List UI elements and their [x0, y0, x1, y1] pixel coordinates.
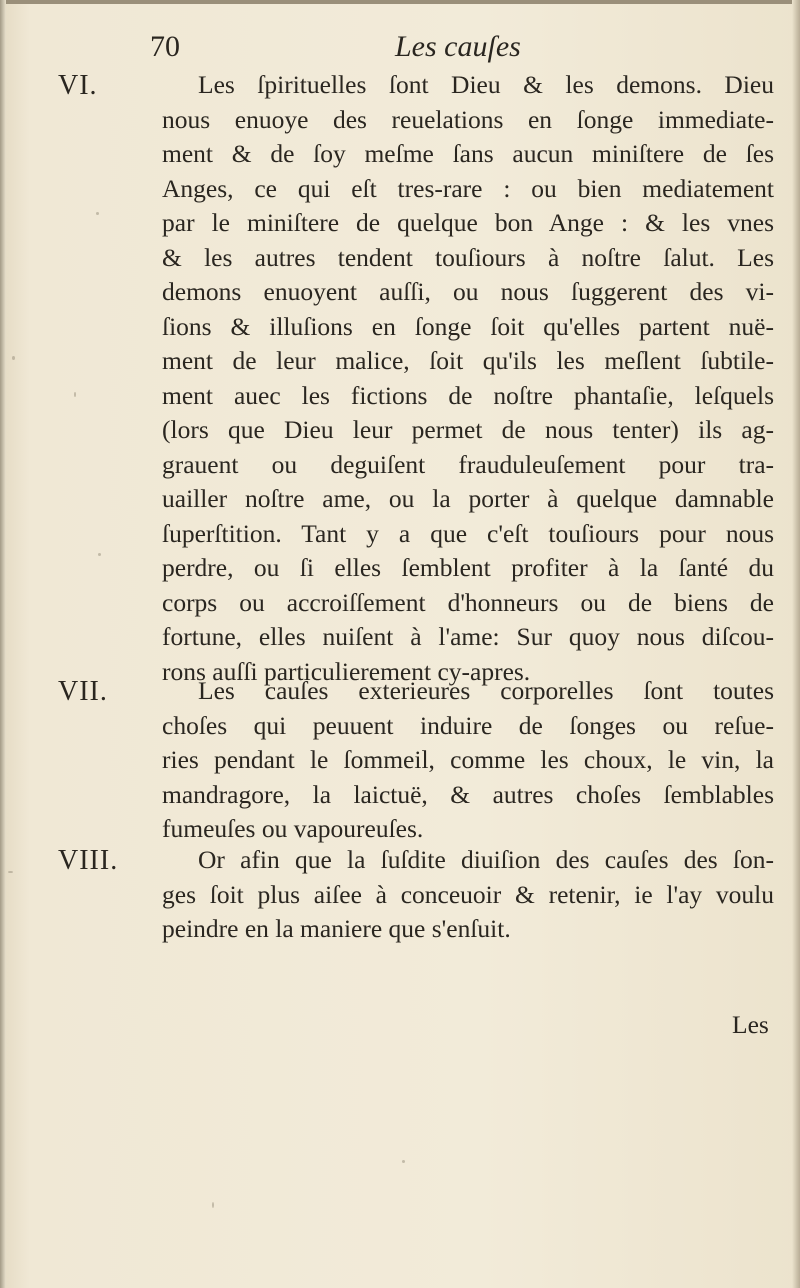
paper-speck	[98, 553, 101, 556]
text-line: Les cauſes exterieures corporelles ſont toutes	[198, 676, 774, 705]
text-line: ſions & illuſions en ſonge ſoit qu'elles partent nuë-	[162, 311, 774, 341]
text-line: ment de leur malice, ſoit qu'ils les meſlent ſubtile-	[162, 346, 774, 375]
text-line: demons enuoyent auſſi, ou nous ſuggerent des vi-	[162, 277, 774, 306]
paper-speck	[402, 1160, 405, 1163]
section-viii-paragraph	[162, 843, 774, 947]
section-vi-paragraph	[162, 68, 774, 689]
running-title: Les cauſes	[395, 30, 521, 63]
text-line: perdre, ou ſi elles ſemblent profiter à la ſanté du	[162, 553, 774, 582]
text-line: & les autres tendent touſiours à noſtre ſalut. Les	[162, 242, 774, 272]
text-line: ſuperſtition. Tant y a que c'eſt touſiours pour nous	[162, 518, 774, 548]
text-line: grauent ou deguiſent frauduleuſement pour tra-	[162, 449, 774, 479]
text-line: corps ou accroiſſement d'honneurs ou de biens de	[162, 587, 774, 617]
paper-speck	[96, 212, 99, 215]
page-top-edge	[0, 0, 800, 4]
text-line: fumeuſes ou vapoureuſes.	[162, 814, 424, 843]
text-line: ries pendant le ſommeil, comme les choux, le vin, la	[162, 745, 774, 774]
text-line: rons auſſi particulierement cy-apres.	[162, 656, 531, 686]
page-number: 70	[150, 30, 180, 63]
catchword: Les	[732, 1010, 769, 1039]
section-number-viii: VIII.	[58, 845, 119, 876]
section-number-vii: VII.	[58, 676, 108, 707]
paper-speck	[212, 1202, 214, 1208]
section-number-vi: VI.	[58, 70, 98, 101]
text-line: peindre en la maniere que s'enſuit.	[162, 914, 511, 943]
text-line: choſes qui peuuent induire de ſonges ou reſue-	[162, 710, 774, 740]
text-line: (lors que Dieu leur permet de nous tenter) ils ag-	[162, 415, 774, 444]
page-right-edge	[792, 0, 800, 1288]
page-header	[150, 26, 710, 66]
text-line: Les ſpirituelles ſont Dieu & les demons. Dieu	[198, 70, 774, 99]
text-line: mandragore, la laictuë, & autres choſes ſemblables	[162, 779, 774, 809]
text-line: Anges, ce qui eſt tres-rare : ou bien mediatement	[162, 173, 774, 203]
text-line: ment & de ſoy meſme ſans aucun miniſtere de ſes	[162, 139, 774, 168]
paper-speck	[74, 392, 76, 397]
text-line: nous enuoye des reuelations en ſonge immediate-	[162, 104, 774, 134]
paper-speck	[12, 356, 15, 360]
text-line: uailler noſtre ame, ou la porter à quelque damnable	[162, 484, 774, 513]
text-line: ges ſoit plus aiſee à conceuoir & retenir, ie l'ay voulu	[162, 879, 774, 909]
page-left-edge	[0, 0, 6, 1288]
section-vii-paragraph	[162, 674, 774, 847]
text-line: Or afin que la ſuſdite diuiſion des cauſes des ſon-	[198, 845, 774, 874]
paper-speck	[8, 871, 13, 873]
text-line: ment auec les fictions de noſtre phantaſie, leſquels	[162, 380, 774, 410]
text-line: fortune, elles nuiſent à l'ame: Sur quoy nous diſcou-	[162, 622, 774, 651]
text-line: par le miniſtere de quelque bon Ange : & les vnes	[162, 208, 774, 237]
